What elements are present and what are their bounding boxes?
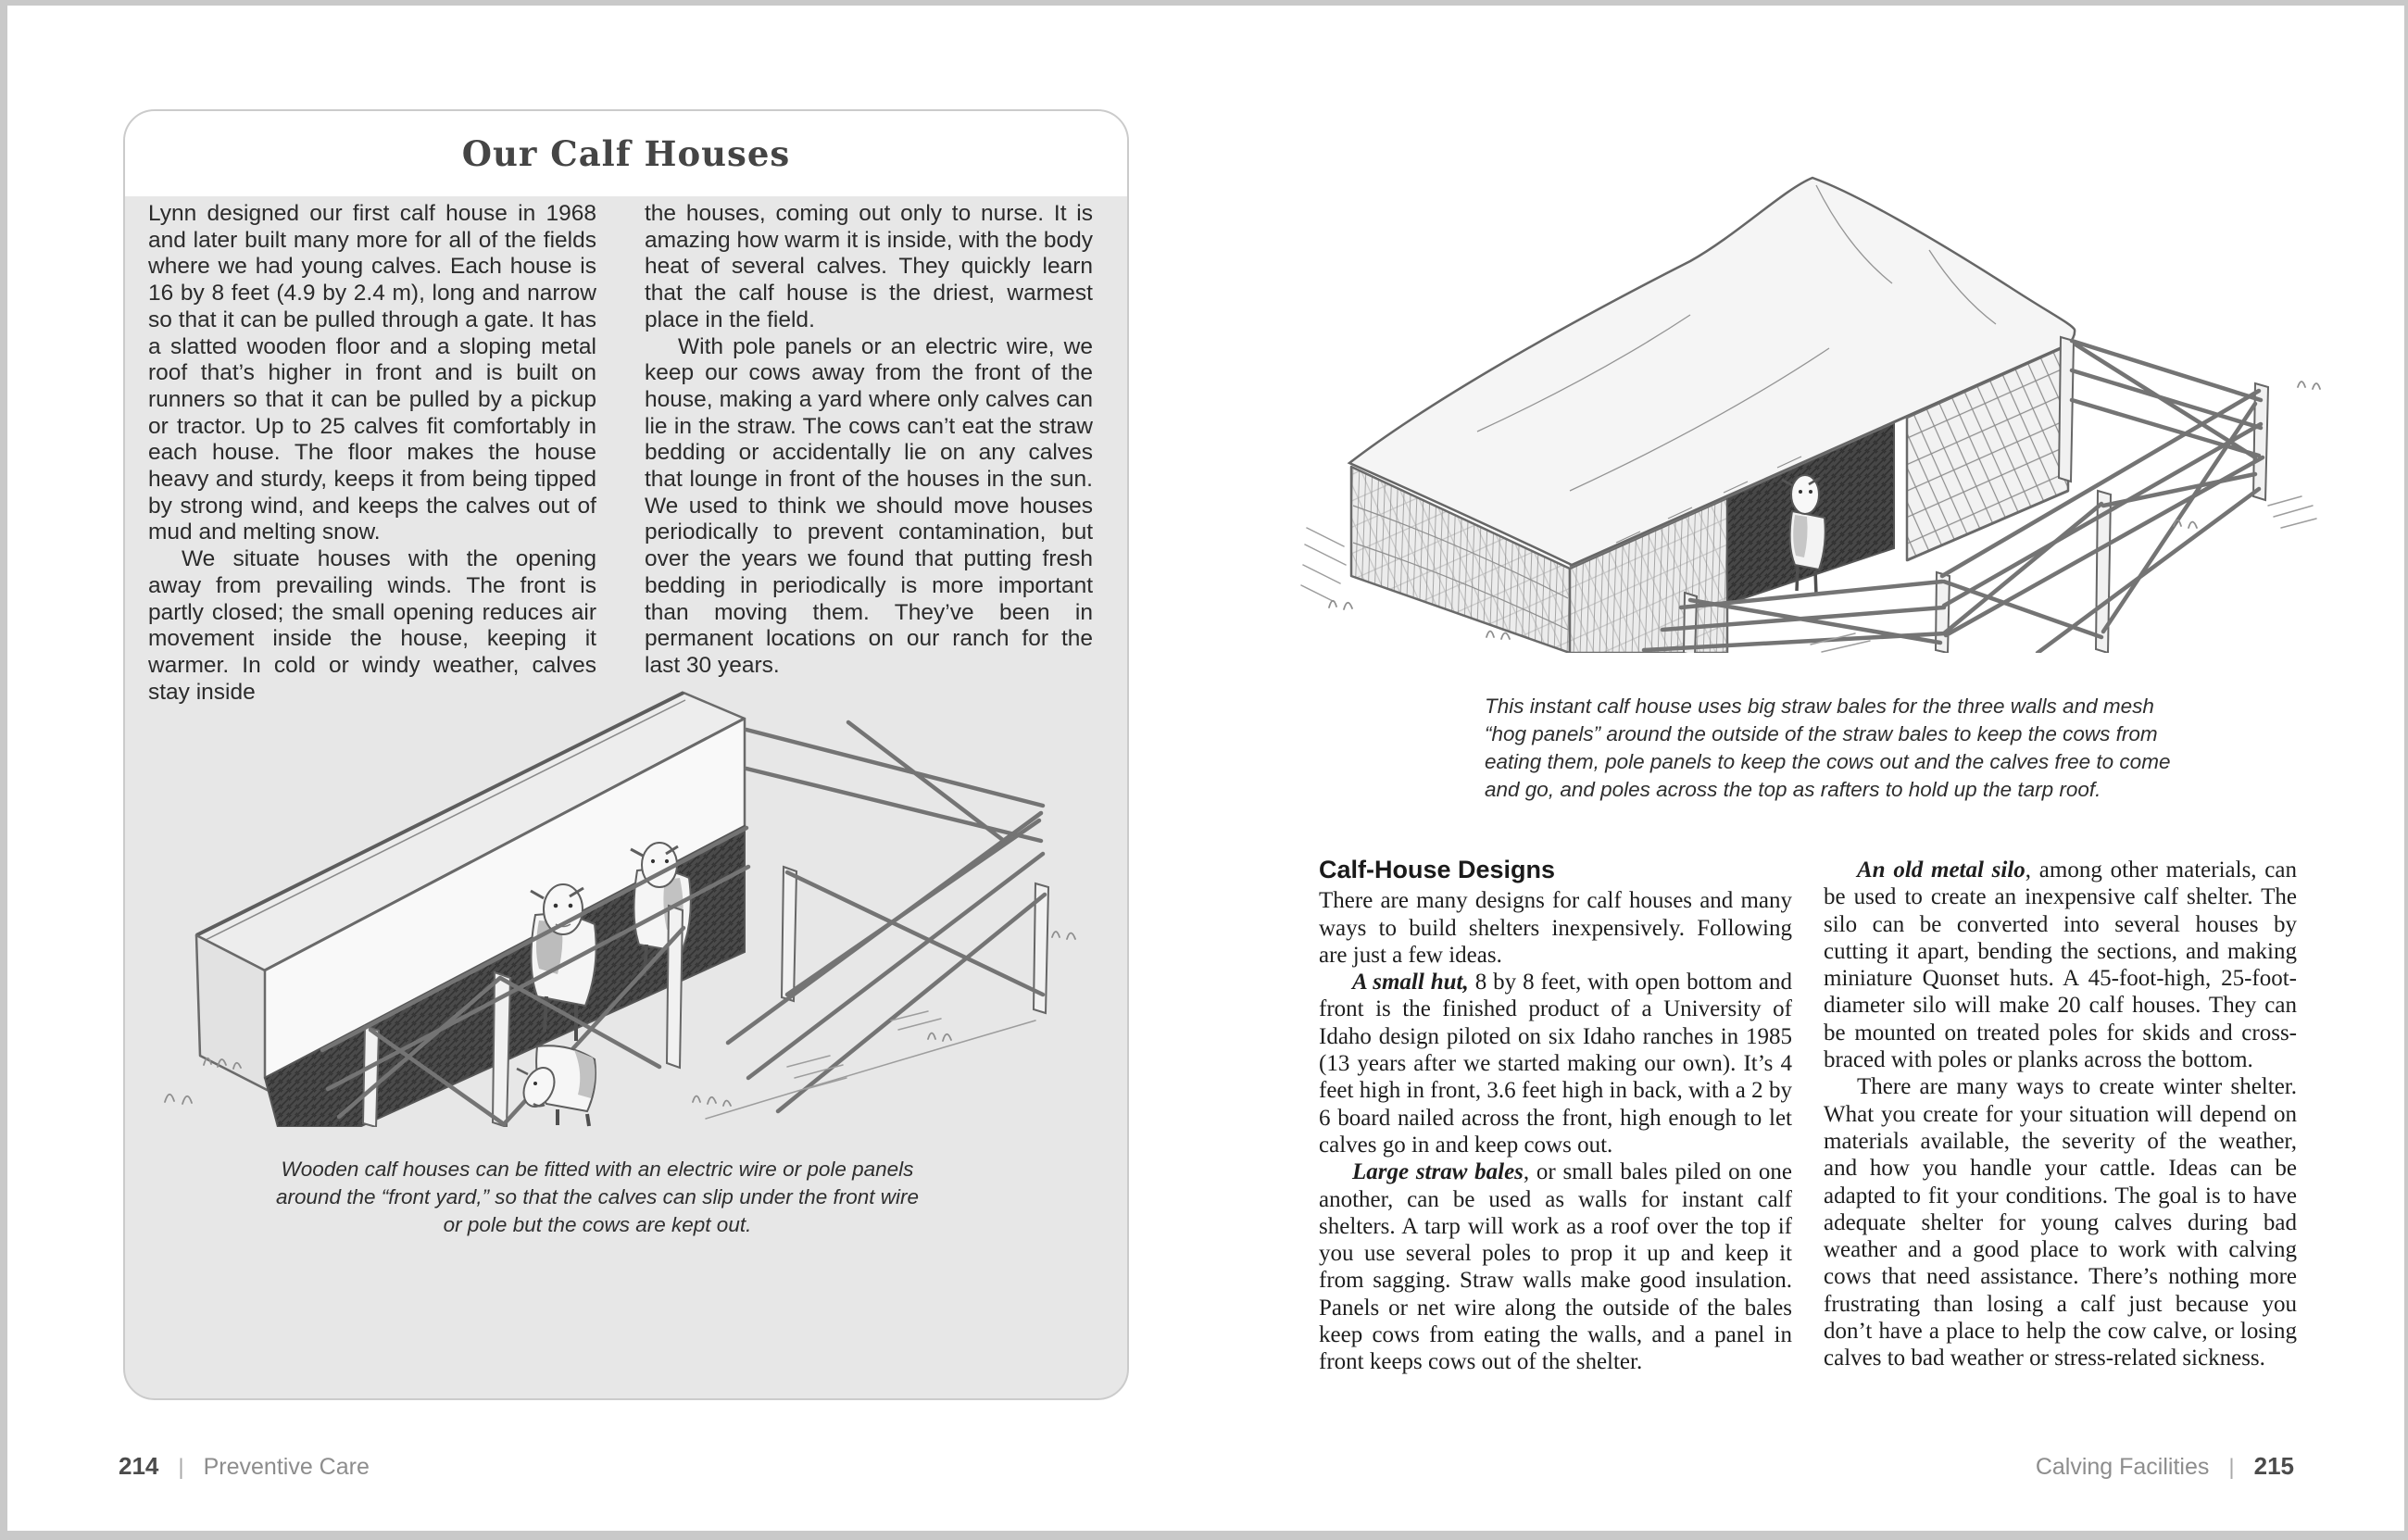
paragraph (1319, 969, 1792, 1158)
paragraph: Lynn designed our first calf house in 1968 and later built many more for all of the fields where we had young calves. Each house is 16 by 8 feet (4.9 by 2.4 m), long and narrow so that it can be pulled through a gate. It has a slatted wooden floor and a sloping metal roof that’s higher in front and is built on runners so that it can be pulled by a pickup or tractor. Up to 25 calves fit comfortably in each house. The floor makes the house heavy and sturdy, keeps it from being tipped by strong wind, and keeps the calves out of mud and melting snow. (148, 201, 596, 545)
paragraph: We situate houses with the opening away from prevailing winds. The front is partly closed; the small opening reduces air movement inside the house, keeping it warmer. In cold or windy weather, calves stay inside (148, 546, 596, 705)
paragraph-text: 8 by 8 feet, with open bottom and front is the finished product of a University of Idaho design piloted on six Idaho ranches in 1985 (13 years after we started making our own). It’s 4 feet high in front, 3.6 feet high in back, with a 2 by 6 board nailed across the front, high enough to let calves go in and keep cows out. (1319, 970, 1792, 1158)
paragraph-text: , or small bales piled on one another, can be used as walls for instant calf shelters. A tarp will work as a roof over the top if you use several poles to prop it up and keep it from sagging. Straw walls make good insulation. Panels or net wire along the outside of the bales keep cows from eating the walls, and a panel in front keeps cows out of the shelter. (1319, 1159, 1792, 1375)
wooden-calf-house-illustration (139, 632, 1117, 1127)
page-border (0, 0, 2408, 6)
page-border (0, 1531, 2408, 1540)
feature-box-title: Our Calf Houses (461, 133, 791, 174)
section-column-1 (1319, 857, 1792, 1376)
footer-section-label: Preventive Care (203, 1454, 370, 1480)
feature-box-columns (148, 201, 1093, 706)
section-heading: Calf-House Designs (1319, 856, 1556, 883)
footer-divider: | (2228, 1455, 2235, 1480)
calf-house-designs-section (1319, 857, 2297, 1376)
paragraph-lead: An old metal silo (1857, 858, 2025, 883)
paragraph: the houses, coming out only to nurse. It is amazing how warm it is inside, with the body heat of several calves. They quickly learn that the calf house is the driest, warmest place in the field. (645, 201, 1093, 332)
page-number: 214 (119, 1452, 159, 1480)
paragraph (1319, 1158, 1792, 1375)
illustration-caption: This instant calf house uses big straw bales for the three walls and mesh “hog panels” around the outside of the straw bales to keep the cows from eating them, pole panels to keep the cows out and the calves free to come and go, and poles across the top as rafters to hold up the tarp roof. (1485, 694, 2171, 801)
paragraph-lead: Large straw bales (1352, 1159, 1524, 1185)
feature-box-column-2 (645, 201, 1093, 706)
paragraph-text: , among other materials, can be used to create an inexpensive calf shelter. The silo can be converted into several houses by cutting it apart, bending the sections, and making miniature Quonset huts. A 45-foot-high, 25-foot-diameter silo will make 20 calf houses. They can be mounted on treated poles for skids and cross-braced with poles or planks across the bottom. (1824, 858, 2297, 1073)
paragraph: There are many designs for calf houses and many ways to build shelters inexpensively. Following are just a few ideas. (1319, 888, 1792, 968)
left-page-footer (119, 1452, 370, 1481)
right-page-footer (2036, 1452, 2294, 1481)
footer-section-label: Calving Facilities (2035, 1454, 2210, 1480)
paragraph: There are many ways to create winter shelter. What you create for your situation will depend on materials available, the severity of the weather, and how you handle your cattle. Ideas can be adapted to fit your conditions. The goal is to have adequate shelter for young calves during bad weather and a good place to work with calving cows that need assistance. There’s nothing more frustrating than losing a calf just because you don’t have a place to help the cow calve, or losing calves to bad weather or stress-related sickness. (1824, 1074, 2297, 1371)
paragraph (1824, 857, 2297, 1073)
feature-box-header (125, 111, 1127, 196)
paragraph-lead: A small hut, (1352, 970, 1469, 995)
footer-divider: | (178, 1455, 184, 1480)
page-border (2404, 0, 2408, 1540)
paragraph: With pole panels or an electric wire, we keep our cows away from the front of the house, making a yard where only calves can lie in the straw. The cows can’t eat the straw bedding or accidentally lie on any calves that lounge in front of the houses in the sun. We used to think we should move houses periodically to prevent contamination, but over the years we found that putting fresh bedding in periodically is more important than moving them. They’ve been in permanent locations on our ranch for the last 30 years. (645, 333, 1093, 678)
feature-box-column-1 (148, 201, 596, 706)
page-border (0, 0, 7, 1540)
calf-houses-feature-box (123, 109, 1129, 1400)
illustration-caption: Wooden calf houses can be fitted with an electric wire or pole panels around the “front yard,” so that the calves can slip under the front wire or pole but the cows are kept out. (275, 1157, 920, 1236)
section-column-2 (1824, 857, 2297, 1376)
page-number: 215 (2253, 1452, 2294, 1480)
straw-bale-calf-house-illustration (1292, 93, 2339, 653)
